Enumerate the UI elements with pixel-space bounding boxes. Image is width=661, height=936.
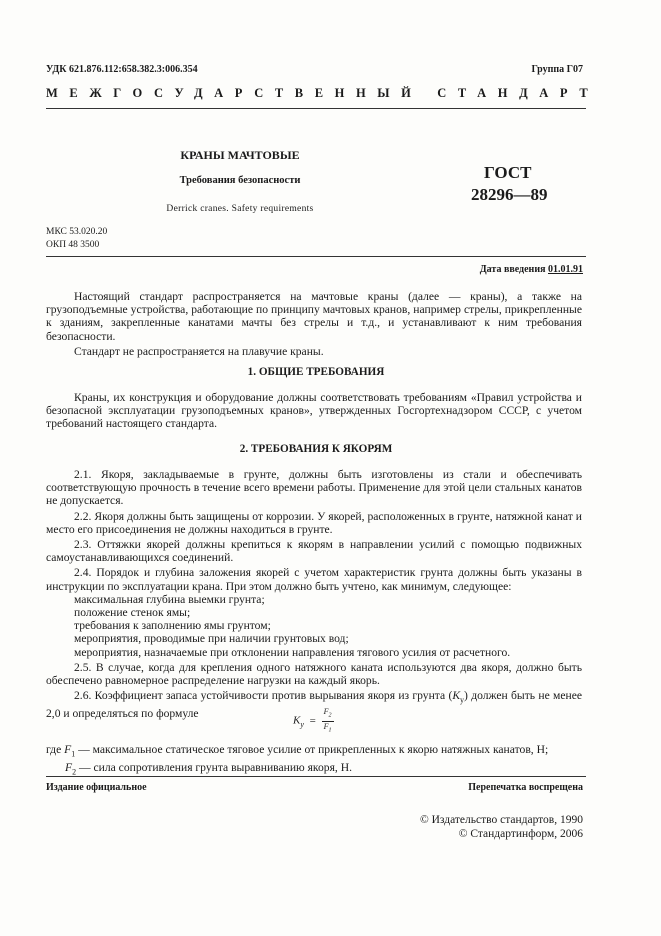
section-1-heading: 1. ОБЩИЕ ТРЕБОВАНИЯ	[247, 366, 385, 378]
introduction-date-value: 01.01.91	[548, 264, 583, 275]
clause-2-3: 2.3. Оттяжки якорей должны крепиться к якорям в направлении усилий с помощью подвижных самоустанавливающихся соединений.	[46, 538, 582, 565]
standard-type-heading: МЕЖГОСУДАРСТВЕННЫЙ СТАНДАРТ	[46, 86, 600, 100]
introduction-date	[480, 264, 583, 275]
legend-f2: $F_2$ — сила сопротивления грунта выравниванию якоря, Н.	[65, 760, 352, 776]
clause-2-5: 2.5. В случае, когда для крепления одного натяжного каната используются два якоря, должно быть обеспечено равномерное распределение нагрузки на каждый якорь.	[46, 660, 582, 688]
gost-label: ГОСТ	[484, 163, 532, 182]
copyright-1990: © Издательство стандартов, 1990	[419, 814, 583, 826]
list-item: мероприятия, назначаемые при отклонении направления тягового усилия от расчетного.	[74, 645, 511, 659]
section-2-heading: 2. ТРЕБОВАНИЯ К ЯКОРЯМ	[239, 443, 393, 455]
section-1-paragraph: Краны, их конструкция и оборудование должны соответствовать требованиям «Правил устройства и безопасной эксплуатации грузоподъемных кранов», утвержденных Госгортехнадзором СССР, с учетом требований настоящего стандарта.	[46, 391, 582, 431]
reprint-note: Перепечатка воспрещена	[468, 782, 583, 793]
stability-formula: $K_y$ = $\frac{F_2}{F_1}$	[293, 707, 332, 734]
intro-paragraph: Настоящий стандарт распространяется на мачтовые краны (далее — краны), а также на грузоподъемные устройства, работающие по принципу мачтовых кранов, например стрелы, прикрепленные к зданиям, закрепленные канатами мачты без стрелы и т.д., и устанавливают к ним требования безопасности.	[46, 290, 582, 343]
list-item: максимальная глубина выемки грунта;	[74, 592, 265, 606]
list-item: мероприятия, проводимые при наличии грунтовых вод;	[74, 632, 349, 646]
english-title: Derrick cranes. Safety requirements	[166, 204, 314, 214]
list-item: требования к заполнению ямы грунтом;	[74, 619, 271, 633]
footer-rule	[46, 776, 586, 777]
group-code: Группа Г07	[531, 64, 583, 75]
intro-text	[46, 290, 582, 358]
intro-paragraph: Стандарт не распространяется на плавучие краны.	[74, 344, 324, 358]
document-subtitle: Требования безопасности	[179, 175, 301, 186]
header-rule	[46, 108, 586, 109]
mks-code: МКС 53.020.20	[46, 227, 108, 237]
title-rule	[46, 256, 586, 257]
edition-note: Издание официальное	[46, 782, 147, 793]
clause-2-2: 2.2. Якоря должны быть защищены от коррозии. У якорей, расположенных в грунте, натяжной канат и место его присоединения не должны находиться в грунте.	[46, 509, 582, 536]
formula-fraction: $\frac{F_2}{F_1}$	[323, 707, 332, 734]
formula-legend	[46, 743, 582, 778]
copyright-2006: © Стандартинформ, 2006	[458, 828, 583, 840]
document-title: КРАНЫ МАЧТОВЫЕ	[180, 148, 300, 162]
introduction-date-label: Дата введения	[479, 264, 546, 275]
clause-2-6: 2.6. Коэффициент запаса устойчивости против вырывания якоря из грунта $(K_y)$ должен быть не менее 2,0 и определяться по формуле	[46, 689, 582, 720]
section-2-text	[46, 468, 582, 720]
list-item: положение стенок ямы;	[74, 606, 191, 620]
okp-code: ОКП 48 3500	[46, 240, 100, 250]
udc-code: УДК 621.876.112:658.382.3:006.354	[46, 64, 198, 75]
section-1-text	[46, 391, 582, 431]
gost-number: 28296—89	[471, 185, 548, 204]
clause-2-4: 2.4. Порядок и глубина заложения якорей с учетом характеристик грунта должны быть указаны в инструкции по эксплуатации крана. При этом должно быть учтено, как минимум, следующее:	[46, 566, 582, 593]
legend-f1: где $F_1$ — максимальное статическое тяговое усилие от прикрепленных к якорю натяжных канатов, Н;	[46, 743, 549, 759]
clause-2-1: 2.1. Якоря, закладываемые в грунте, должны быть изготовлены из стали и обеспечивать соответствующую прочность в течение всего времени работы. Применение для этой цели стальных канатов не допускается.	[46, 468, 582, 508]
